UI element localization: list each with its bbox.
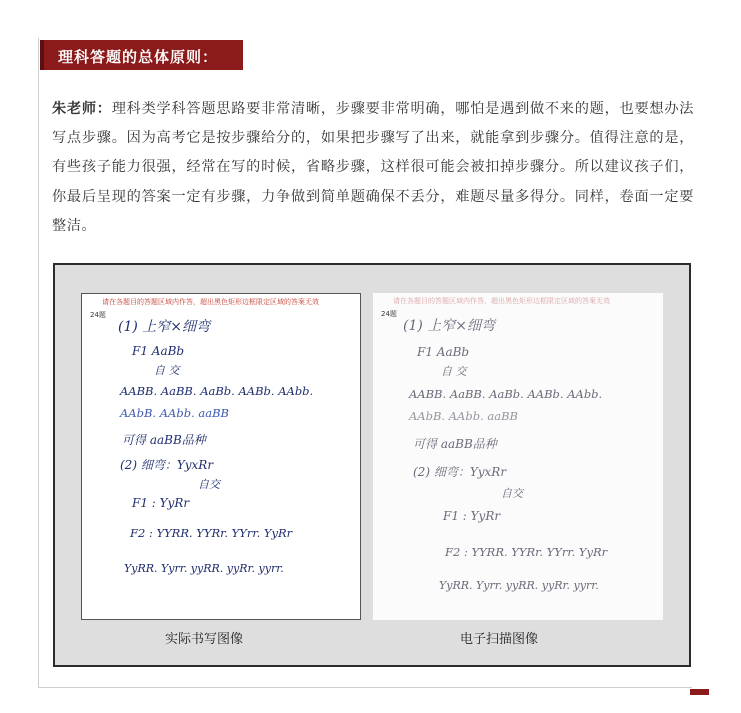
answer-line: 自交 <box>198 478 220 491</box>
answer-line: 可得 aaBB品种 <box>413 437 497 451</box>
answer-line: AABB. AaBB. AaBb. AABb. AAbb. <box>120 384 314 398</box>
caption-actual-writing: 实际书写图像 <box>165 632 244 647</box>
answer-line: F1 AaBb <box>132 344 185 358</box>
answer-line: AABB. AaBB. AaBb. AABb. AAbb. <box>409 387 603 401</box>
question-number: 24题 <box>90 311 106 319</box>
question-number: 24题 <box>381 310 397 318</box>
answer-line: 可得 aaBB品种 <box>122 433 206 447</box>
article-paragraph <box>52 95 694 241</box>
section-title-bar <box>40 40 243 70</box>
answer-line: F1 : YyRr <box>443 509 501 523</box>
answer-line: F1 AaBb <box>417 345 470 359</box>
answer-sheet-header: 请在各题目的答题区域内作答，超出黑色矩形边框限定区域的答案无效 <box>393 297 610 305</box>
answer-line: F2 : YYRR. YYRr. YYrr. YyRr <box>130 526 293 540</box>
article-frame-bottom <box>38 687 692 688</box>
caption-scanned-image: 电子扫描图像 <box>460 632 539 647</box>
answer-line: (2) 细弯：YyxRr <box>413 465 507 479</box>
speaker-label: 朱老师： <box>52 101 112 117</box>
answer-line: (1) 上窄×细弯 <box>403 318 496 334</box>
section-title: 理科答题的总体原则： <box>58 48 219 66</box>
answer-line: 自 交 <box>154 364 180 377</box>
answer-line: (2) 细弯：YyxRr <box>120 458 214 472</box>
answer-sheet-header: 请在各题目的答题区域内作答，超出黑色矩形边框限定区域的答案无效 <box>102 298 319 306</box>
answer-line: 自交 <box>501 487 523 500</box>
article-frame-left <box>38 38 39 688</box>
answer-line: 自 交 <box>441 365 467 378</box>
answer-line: (1) 上窄×细弯 <box>118 319 211 335</box>
answer-line: YyRR. Yyrr. yyRR. yyRr. yyrr. <box>439 579 599 592</box>
answer-line: AAbB. AAbb. aaBB <box>409 409 518 423</box>
answer-line: YyRR. Yyrr. yyRR. yyRr. yyrr. <box>124 562 284 575</box>
corner-accent-mark <box>690 689 709 695</box>
answer-line: F1 : YyRr <box>132 496 190 510</box>
answer-line: AAbB. AAbb. aaBB <box>120 406 229 420</box>
article-body-text: 理科类学科答题思路要非常清晰，步骤要非常明确，哪怕是遇到做不来的题，也要想办法写点步骤。因为高考它是按步骤给分的，如果把步骤写了出来，就能拿到步骤分。值得注意的是，有些孩子能力很强，经常在写的时候，省略步骤，这样很可能会被扣掉步骤分。所以建议孩子们，你最后呈现的答案一定有步骤，力争做到简单题确保不丢分，难题尽量多得分。同样，卷面一定要整洁。 <box>52 101 694 234</box>
scanned-answer-sheet <box>373 293 663 620</box>
answer-line: F2 : YYRR. YYRr. YYrr. YyRr <box>445 545 608 559</box>
handwritten-answer-sheet <box>81 293 361 620</box>
comparison-figure <box>53 263 691 667</box>
